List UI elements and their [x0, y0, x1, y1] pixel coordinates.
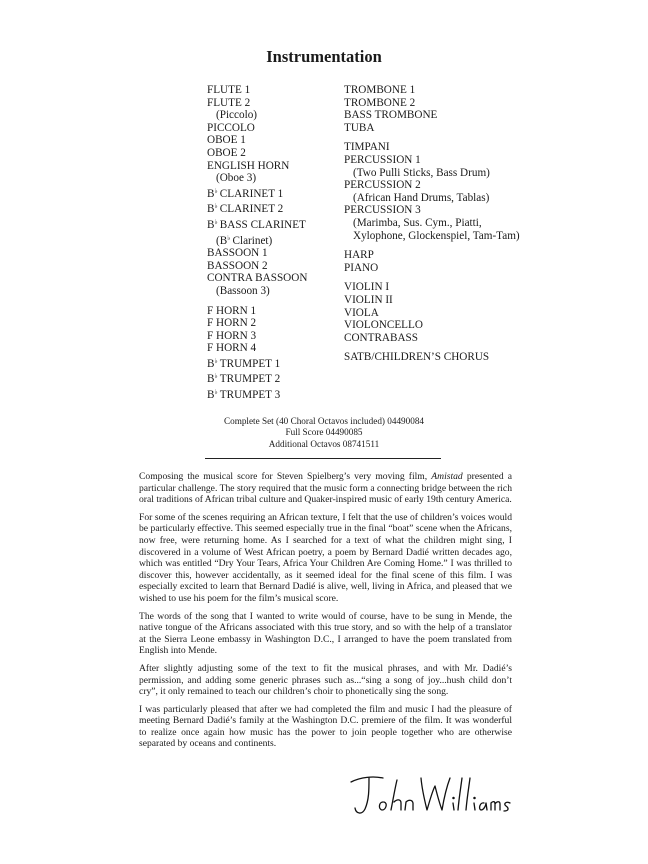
group-spacer	[207, 298, 307, 305]
instrument-name: VIOLONCELLO	[344, 319, 423, 332]
instrument-name: (Two Pulli Sticks, Bass Drum)	[353, 166, 490, 179]
instrument-name: OBOE 2	[207, 146, 246, 159]
instrument-name: TIMPANI	[344, 141, 390, 154]
flat-sign: ♭	[214, 202, 218, 211]
flat-sign: ♭	[214, 372, 218, 381]
instrument-trumpet-1	[207, 355, 307, 371]
instrument-name: (African Hand Drums, Tablas)	[353, 191, 490, 204]
instrument-name: (Piccolo)	[216, 109, 258, 122]
signature	[347, 772, 517, 823]
instrument-bassoon-2	[207, 260, 307, 273]
instrument-name: PICCOLO	[207, 121, 255, 134]
notes-text: After slightly adjusting some of the text to fit the musical phrases, and with Mr. Dadié’s permission, and adding some generic phrases such as...“sing a song of joy...hush child don’t cry”, it only remained to teach our children’s choir to phonetically sing the song.	[139, 662, 512, 698]
instrument-piccolo	[207, 122, 307, 135]
instrument-name: BASSOON 2	[207, 259, 268, 272]
notes-paragraph	[139, 611, 512, 657]
signature-handwriting	[347, 772, 517, 818]
instrument-violin-i	[344, 281, 520, 294]
instrument-name: Xylophone, Glockenspiel, Tam-Tam)	[353, 229, 520, 242]
instrument-name: HARP	[344, 249, 374, 262]
instrument-violin-ii	[344, 294, 520, 307]
instrument-name: CLARINET 1	[219, 187, 284, 200]
instrument-timpani	[344, 141, 520, 154]
instrument-name: F HORN 1	[207, 304, 257, 317]
instrument-name: BASS CLARINET	[219, 218, 306, 231]
instrument-name: TRUMPET 2	[219, 373, 281, 386]
order-info	[0, 416, 648, 450]
instrument-name: (Oboe 3)	[216, 172, 257, 185]
instrument-piano	[344, 262, 520, 275]
instrument-clarinet	[207, 232, 307, 248]
group-spacer	[344, 242, 520, 249]
instrument-satb-children-s-chorus	[344, 351, 520, 364]
instrument-name: F HORN 4	[207, 342, 257, 355]
instrument-name: (Bassoon 3)	[216, 284, 270, 297]
instrument-trombone-1	[344, 84, 520, 97]
instrument-two-pulli-sticks-bass-drum	[344, 167, 520, 180]
notes-paragraph	[139, 512, 512, 605]
instrument-name: CONTRABASS	[344, 331, 418, 344]
instrument-f-horn-2	[207, 317, 307, 330]
instrument-oboe-1	[207, 134, 307, 147]
instrument-list-left	[207, 84, 307, 402]
notes-paragraph	[139, 471, 512, 506]
instrument-trombone-2	[344, 97, 520, 110]
instrument-name: VIOLIN II	[344, 293, 393, 306]
flat-sign: ♭	[214, 356, 218, 365]
instrument-name: TROMBONE 2	[344, 96, 416, 109]
instrument-name: TRUMPET 3	[219, 389, 281, 402]
instrument-name: OBOE 1	[207, 134, 246, 147]
notes-paragraph	[139, 704, 512, 750]
instrument-bass-clarinet	[207, 216, 307, 232]
instrument-flute-1	[207, 84, 307, 97]
instrument-key-prefix: B	[207, 389, 215, 402]
instrument-name: PIANO	[344, 261, 379, 274]
instrument-name: SATB/CHILDREN’S CHORUS	[344, 351, 490, 364]
instrument-key-prefix: B	[207, 373, 215, 386]
notes-text: The words of the song that I wanted to write would of course, have to be sung in Mende, the native tongue of the Africans associated with this true story, and so with the help of a translator at the Sierra Leone embassy in Washington D.C., I arranged to have the poem translated from English into Mende.	[139, 610, 512, 657]
instrument-harp	[344, 249, 520, 262]
flat-sign: ♭	[214, 186, 218, 195]
instrument-flute-2	[207, 97, 307, 110]
instrument-name: (Marimba, Sus. Cym., Piatti,	[353, 216, 482, 229]
instrument-marimba-sus-cym-piatti	[344, 217, 520, 230]
instrument-contra-bassoon	[207, 272, 307, 285]
group-spacer	[344, 274, 520, 281]
instrument-name: F HORN 3	[207, 329, 257, 342]
instrument-percussion-1	[344, 154, 520, 167]
page-title: Instrumentation	[266, 47, 382, 66]
instrument-f-horn-4	[207, 342, 307, 355]
instrument-key-prefix: B	[207, 218, 215, 231]
instrument-name: F HORN 2	[207, 317, 257, 330]
instrument-bass-trombone	[344, 109, 520, 122]
notes-text: Composing the musical score for Steven Spielberg’s very moving film,	[139, 471, 432, 482]
instrument-contrabass	[344, 332, 520, 345]
group-spacer	[344, 134, 520, 141]
instrument-bassoon-1	[207, 247, 307, 260]
instrument-key-prefix: B	[207, 357, 215, 370]
instrument-name: FLUTE 2	[207, 96, 251, 109]
film-title: Amistad	[431, 471, 463, 482]
instrument-trumpet-3	[207, 386, 307, 402]
instrument-name: BASS TROMBONE	[344, 109, 438, 122]
instrument-trumpet-2	[207, 370, 307, 386]
instrument-english-horn	[207, 160, 307, 173]
instrument-percussion-3	[344, 204, 520, 217]
instrument-percussion-2	[344, 179, 520, 192]
group-spacer	[344, 344, 520, 351]
instrument-f-horn-3	[207, 330, 307, 343]
instrument-name: VIOLA	[344, 306, 379, 319]
instrument-piccolo	[207, 109, 307, 122]
instrument-name: FLUTE 1	[207, 84, 251, 96]
instrument-name: VIOLIN I	[344, 281, 390, 294]
instrument-name: ENGLISH HORN	[207, 159, 290, 172]
instrument-list-right	[344, 84, 520, 364]
instrument-xylophone-glockenspiel-tam-tam	[344, 230, 520, 243]
instrument-clarinet-2	[207, 200, 307, 216]
instrument-name: Clarinet)	[232, 234, 273, 247]
flat-sign: ♭	[227, 233, 231, 242]
divider-rule	[205, 458, 441, 459]
notes-text: I was particularly pleased that after we had completed the film and music I had the pleasure of meeting Bernard Dadié’s family at the Washington D.C. premiere of the film. It was wonderful to realize once again how music has the power to join people together who are otherwise separated by oceans and continents.	[139, 703, 512, 750]
additional-octavos-line: Additional Octavos 08741511	[268, 438, 380, 449]
instrument-oboe-2	[207, 147, 307, 160]
flat-sign: ♭	[214, 388, 218, 397]
instrument-oboe-3	[207, 172, 307, 185]
composer-notes	[139, 471, 512, 756]
instrument-african-hand-drums-tablas	[344, 192, 520, 205]
instrument-violoncello	[344, 319, 520, 332]
instrument-name: TRUMPET 1	[219, 357, 281, 370]
instrument-key-prefix: B	[207, 187, 215, 200]
instrument-name: PERCUSSION 1	[344, 153, 421, 166]
instrument-tuba	[344, 122, 520, 135]
instrument-clarinet-1	[207, 185, 307, 201]
instrument-name: TUBA	[344, 121, 375, 134]
complete-set-line: Complete Set (40 Choral Octavos included) 04490084	[223, 416, 425, 426]
flat-sign: ♭	[214, 217, 218, 226]
notes-paragraph	[139, 663, 512, 698]
full-score-line: Full Score 04490085	[285, 427, 363, 438]
notes-text: For some of the scenes requiring an African texture, I felt that the use of children’s voices would be particularly effective. This seemed especially true in the final “boat” scene when the Africans, now free, were returning home. As I searched for a text of what the children might sing, I discovered in a volume of West African poetry, a poem by Bernard Dadié written decades ago, which was entitled “Dry Your Tears, Africa Your Children Are Coming Home.” I was thrilled to discover this, however accidentally, as it seemed ideal for the final scene of this film. I was especially excited to learn that Bernard Dadié is alive, well, living in Africa, and pleased that we wished to use his poem for the film’s musical score.	[139, 511, 512, 604]
instrument-f-horn-1	[207, 305, 307, 318]
instrument-key-prefix: B	[207, 203, 215, 216]
instrument-name: PERCUSSION 2	[344, 179, 421, 192]
instrument-viola	[344, 307, 520, 320]
notes-text: presented a particular challenge. The story required that the music form a connecting bridge between the rich oral traditions of African tribal culture and Quaker-inspired music of early 19th century America.	[139, 471, 512, 506]
instrument-bassoon-3	[207, 285, 307, 298]
instrument-name: TROMBONE 1	[344, 84, 416, 96]
instrument-key-prefix: (B	[216, 234, 228, 247]
instrument-name: PERCUSSION 3	[344, 204, 421, 217]
instrument-name: CONTRA BASSOON	[207, 272, 308, 285]
instrument-name: BASSOON 1	[207, 247, 268, 260]
instrument-name: CLARINET 2	[219, 203, 284, 216]
